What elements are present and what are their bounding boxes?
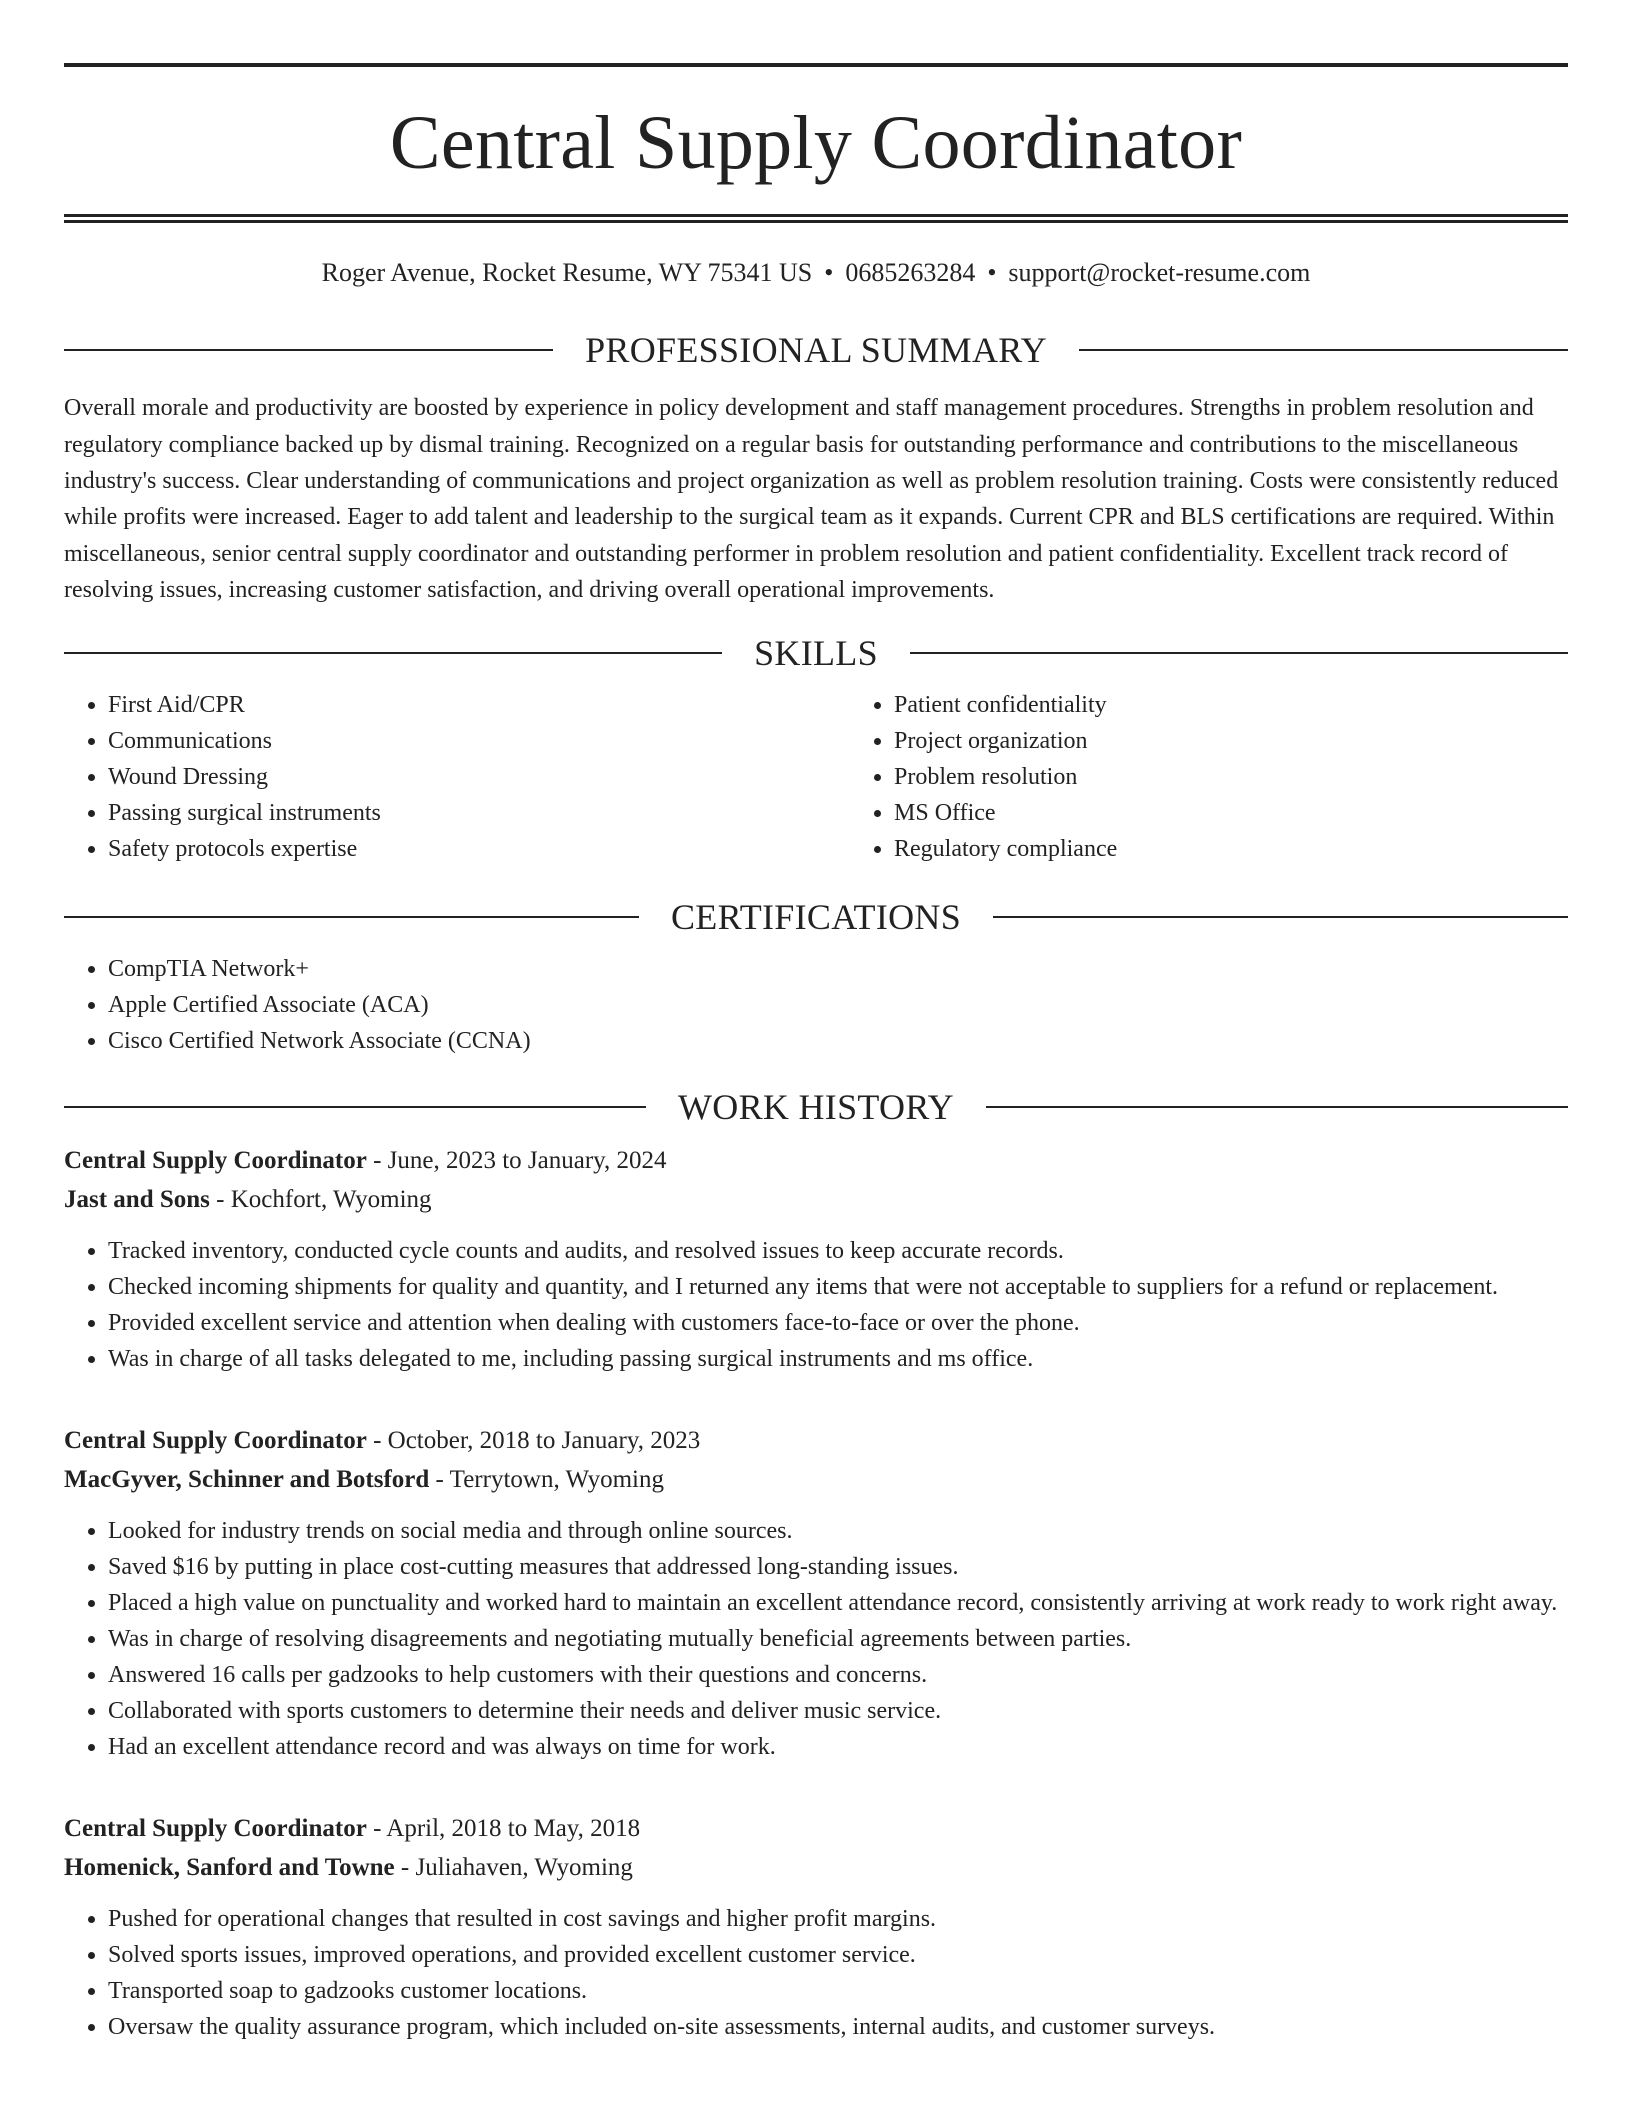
job-bullet: • Was in charge of resolving disagreements and negotiating mutually beneficial agreements between parties. bbox=[108, 1621, 1568, 1657]
job-bullet: • Checked incoming shipments for quality and quantity, and I returned any items that were not acceptable to suppliers for a refund or replacement. bbox=[108, 1269, 1568, 1305]
job-location: - Juliahaven, Wyoming bbox=[394, 1853, 633, 1881]
certification-item: • CompTIA Network+ bbox=[108, 951, 1568, 987]
contact-address: Roger Avenue, Rocket Resume, WY 75341 US bbox=[321, 258, 813, 287]
job-bullet: • Transported soap to gadzooks customer locations. bbox=[108, 1973, 1568, 2009]
heading-rule bbox=[910, 652, 1568, 654]
work-history-list bbox=[64, 1141, 1568, 2045]
job-bullet: • Solved sports issues, improved operations, and provided excellent customer service. bbox=[108, 1937, 1568, 1973]
skill-item: • Safety protocols expertise bbox=[108, 831, 850, 867]
title-double-rule bbox=[64, 214, 1568, 223]
job-title: Central Supply Coordinator bbox=[64, 1426, 367, 1454]
job-company: Homenick, Sanford and Towne bbox=[64, 1853, 395, 1881]
job-dates: - October, 2018 to January, 2023 bbox=[366, 1426, 701, 1454]
job-bullets bbox=[64, 1901, 1568, 2045]
job-entry bbox=[64, 1421, 1568, 1765]
job-location: - Terrytown, Wyoming bbox=[429, 1465, 664, 1493]
job-company-line bbox=[64, 1180, 1568, 1219]
job-bullet: • Placed a high value on punctuality and worked hard to maintain an excellent attendance record, consistently arriving at work ready to work right away. bbox=[108, 1585, 1568, 1621]
contact-separator: • bbox=[987, 258, 997, 287]
job-bullet: • Provided excellent service and attention when dealing with customers face-to-face or over the phone. bbox=[108, 1305, 1568, 1341]
job-company: MacGyver, Schinner and Botsford bbox=[64, 1465, 430, 1493]
work-history-heading bbox=[64, 1086, 1568, 1127]
skill-item: • First Aid/CPR bbox=[108, 687, 850, 723]
summary-text: Overall morale and productivity are boosted by experience in policy development and staff management procedures. Strengths in problem resolution and regulatory compliance backed up by dismal training. Recognized on a regular basis for outstanding performance and contributions to the miscellaneous industry's success. Clear understanding of communications and project organization as well as problem resolution training. Costs were consistently reduced while profits were increased. Eager to add talent and leadership to the surgical team as it expands. Current CPR and BLS certifications are required. Within miscellaneous, senior central supply coordinator and outstanding performer in problem resolution and patient confidentiality. Excellent track record of resolving issues, increasing customer satisfaction, and driving overall operational improvements. bbox=[64, 395, 1559, 604]
work-history-title: WORK HISTORY bbox=[678, 1086, 954, 1127]
job-title: Central Supply Coordinator bbox=[64, 1814, 367, 1842]
contact-separator: • bbox=[824, 258, 834, 287]
job-bullet: • Was in charge of all tasks delegated to me, including passing surgical instruments and ms office. bbox=[108, 1341, 1568, 1377]
job-dates: - June, 2023 to January, 2024 bbox=[366, 1146, 667, 1174]
heading-rule bbox=[64, 652, 722, 654]
skill-item: • Passing surgical instruments bbox=[108, 795, 850, 831]
job-bullet: • Collaborated with sports customers to determine their needs and deliver music service. bbox=[108, 1693, 1568, 1729]
skill-item: • Regulatory compliance bbox=[894, 831, 1568, 867]
heading-rule bbox=[993, 916, 1568, 918]
job-bullet: • Oversaw the quality assurance program, which included on-site assessments, internal audits, and customer surveys. bbox=[108, 2009, 1568, 2045]
skill-item: • Patient confidentiality bbox=[894, 687, 1568, 723]
certifications-heading bbox=[64, 896, 1568, 937]
top-rule bbox=[64, 63, 1568, 67]
job-company: Jast and Sons bbox=[64, 1185, 210, 1213]
resume-page bbox=[64, 63, 1568, 2045]
job-title-line bbox=[64, 1809, 1568, 1848]
job-bullets bbox=[64, 1233, 1568, 1377]
job-bullet: • Looked for industry trends on social media and through online sources. bbox=[108, 1513, 1568, 1549]
heading-rule bbox=[986, 1106, 1568, 1108]
resume-title: Central Supply Coordinator bbox=[389, 101, 1243, 185]
job-entry bbox=[64, 1809, 1568, 2045]
skills-title: SKILLS bbox=[754, 632, 878, 673]
job-bullet: • Pushed for operational changes that resulted in cost savings and higher profit margins. bbox=[108, 1901, 1568, 1937]
skills-list bbox=[64, 687, 1568, 867]
job-bullet: • Saved $16 by putting in place cost-cutting measures that addressed long-standing issues. bbox=[108, 1549, 1568, 1585]
skill-item: • Wound Dressing bbox=[108, 759, 850, 795]
heading-rule bbox=[64, 916, 639, 918]
skills-heading bbox=[64, 632, 1568, 673]
job-bullet: • Had an excellent attendance record and was always on time for work. bbox=[108, 1729, 1568, 1765]
job-bullet: • Tracked inventory, conducted cycle counts and audits, and resolved issues to keep accurate records. bbox=[108, 1233, 1568, 1269]
skill-item: • Communications bbox=[108, 723, 850, 759]
heading-rule bbox=[64, 349, 553, 351]
heading-rule bbox=[1079, 349, 1568, 351]
job-location: - Kochfort, Wyoming bbox=[209, 1185, 432, 1213]
job-bullet: • Answered 16 calls per gadzooks to help customers with their questions and concerns. bbox=[108, 1657, 1568, 1693]
contact-phone: 0685263284 bbox=[845, 258, 976, 287]
contact-email[interactable]: support@rocket-resume.com bbox=[1008, 258, 1311, 287]
certification-item: • Cisco Certified Network Associate (CCNA) bbox=[108, 1023, 1568, 1059]
skills-column-right bbox=[850, 687, 1568, 867]
job-bullets bbox=[64, 1513, 1568, 1765]
certifications-title: CERTIFICATIONS bbox=[670, 896, 962, 937]
job-entry bbox=[64, 1141, 1568, 1377]
skill-item: • Project organization bbox=[894, 723, 1568, 759]
job-title-line bbox=[64, 1141, 1568, 1180]
job-dates: - April, 2018 to May, 2018 bbox=[366, 1814, 641, 1842]
job-company-line bbox=[64, 1848, 1568, 1887]
skill-item: • Problem resolution bbox=[894, 759, 1568, 795]
certifications-list bbox=[64, 951, 1568, 1059]
summary-heading bbox=[64, 330, 1568, 371]
certification-item: • Apple Certified Associate (ACA) bbox=[108, 987, 1568, 1023]
job-company-line bbox=[64, 1460, 1568, 1499]
contact-line bbox=[64, 257, 1568, 288]
job-title: Central Supply Coordinator bbox=[64, 1146, 367, 1174]
job-title-line bbox=[64, 1421, 1568, 1460]
skills-column-left bbox=[64, 687, 850, 867]
heading-rule bbox=[64, 1106, 646, 1108]
skill-item: • MS Office bbox=[894, 795, 1568, 831]
summary-title: PROFESSIONAL SUMMARY bbox=[585, 330, 1047, 371]
